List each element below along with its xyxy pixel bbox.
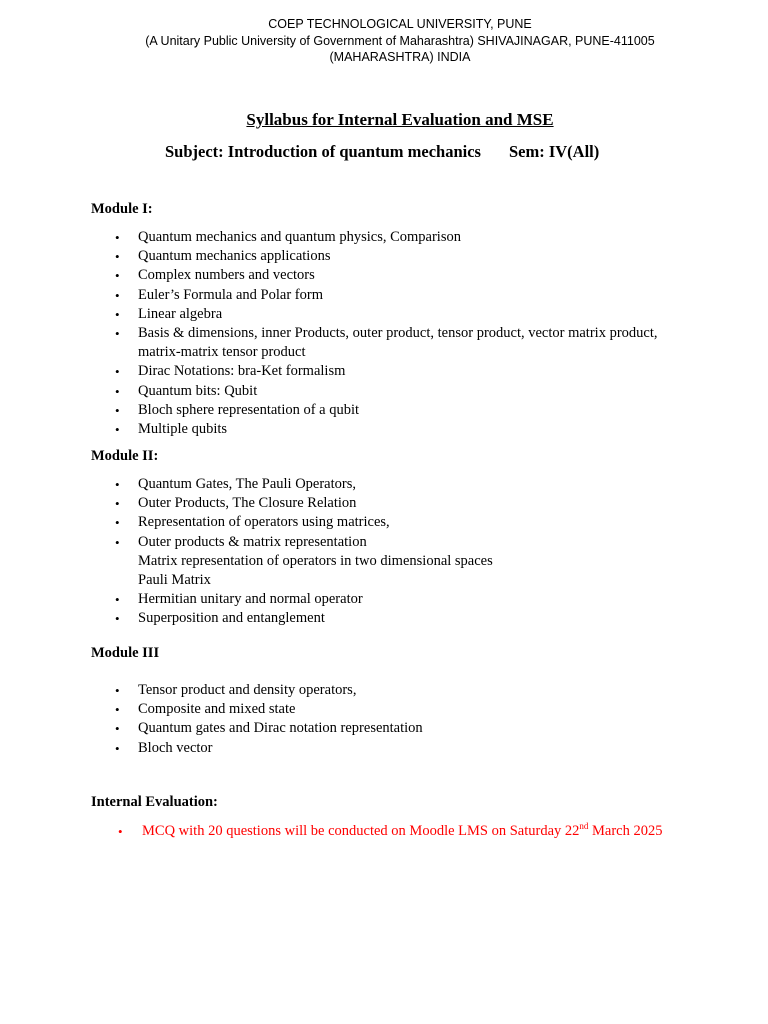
bullet-icon: •: [115, 683, 120, 698]
mcq-note-month: March 2025: [588, 823, 663, 839]
topic-text: Composite and mixed state: [138, 701, 296, 718]
topic-text: Representation of operators using matrices,: [138, 514, 390, 531]
topic-text: Quantum mechanics applications: [138, 248, 331, 265]
topic-text: Bloch sphere representation of a qubit: [138, 401, 360, 418]
topic-text: Bloch vector: [138, 739, 213, 756]
bullet-icon: •: [115, 496, 120, 512]
document-title-wrap: [0, 110, 768, 130]
topic-text: Euler’s Formula and Polar form: [138, 286, 323, 303]
topic-text: Pauli Matrix: [138, 572, 211, 589]
topic-text: Multiple qubits: [138, 421, 228, 438]
bullet-icon: •: [115, 422, 120, 438]
topic-text: Quantum bits: Qubit: [138, 382, 258, 399]
bullet-icon: •: [115, 477, 120, 492]
topic-text: Quantum Gates, The Pauli Operators,: [138, 476, 356, 492]
bullet-icon: •: [115, 287, 120, 303]
list-item: [0, 286, 768, 305]
topic-text: Matrix representation of operators in two dimensional spaces: [138, 552, 493, 569]
list-item: [0, 266, 768, 285]
list-item: [0, 362, 768, 381]
bullet-icon: •: [115, 515, 120, 531]
list-item: [0, 247, 768, 266]
bullet-icon: •: [115, 721, 120, 737]
bullet-icon: •: [115, 702, 120, 718]
list-item: [0, 382, 768, 401]
list-item: [0, 700, 768, 719]
date-ordinal-superscript: nd: [579, 821, 589, 831]
topic-text: Hermitian unitary and normal operator: [138, 591, 363, 608]
module-3-topic-list: [0, 681, 768, 758]
list-item: [0, 739, 768, 758]
university-name: COEP TECHNOLOGICAL UNIVERSITY, PUNE: [268, 17, 532, 31]
topic-text: Quantum mechanics and quantum physics, Comparison: [138, 229, 461, 245]
topic-text: Tensor product and density operators,: [138, 682, 357, 698]
subject-line: [165, 142, 599, 162]
topic-text: Outer products & matrix representation: [138, 533, 367, 550]
bullet-icon: •: [115, 326, 120, 342]
bullet-icon: •: [115, 230, 120, 245]
topic-text: Outer Products, The Closure Relation: [138, 495, 357, 512]
university-location: (MAHARASHTRA) INDIA: [329, 50, 471, 64]
mcq-note-text: MCQ with 20 questions will be conducted on Moodle LMS on Saturday 22: [142, 823, 580, 839]
topic-text: Linear algebra: [138, 305, 223, 322]
list-item: [0, 401, 768, 420]
bullet-icon: •: [118, 824, 123, 839]
module-1-heading: Module I:: [91, 201, 153, 217]
document-title: Syllabus for Internal Evaluation and MSE: [246, 110, 554, 129]
list-item: [0, 533, 768, 591]
list-item: [0, 590, 768, 609]
semester-label: Sem: IV(All): [508, 142, 600, 161]
topic-text: Complex numbers and vectors: [138, 267, 315, 284]
list-item: [0, 719, 768, 738]
mcq-note: [142, 823, 662, 839]
bullet-icon: •: [115, 592, 120, 608]
topic-text: Basis & dimensions, inner Products, outer product, tensor product, vector matrix product,: [138, 325, 658, 342]
list-item: [0, 305, 768, 324]
subject-label: Subject: Introduction of quantum mechanics: [165, 142, 481, 161]
list-item: [0, 609, 768, 628]
list-item: [0, 420, 768, 439]
list-item: [0, 475, 768, 494]
module-2-topic-list: [0, 475, 768, 629]
university-header: [0, 16, 768, 66]
list-item: [0, 324, 768, 362]
internal-evaluation-list: [0, 822, 768, 841]
bullet-icon: •: [115, 268, 120, 284]
module-3-heading: Module III: [91, 645, 160, 661]
topic-text: Quantum gates and Dirac notation representation: [138, 720, 423, 737]
module-2-heading: Module II:: [91, 448, 159, 464]
module-1-topic-list: [0, 228, 768, 439]
bullet-icon: •: [115, 306, 120, 322]
list-item: [0, 822, 768, 841]
list-item: [0, 494, 768, 513]
university-description: (A Unitary Public University of Government of Maharashtra) SHIVAJINAGAR, PUNE-411005: [145, 33, 655, 48]
topic-text: Dirac Notations: bra-Ket formalism: [138, 363, 346, 380]
bullet-icon: •: [115, 534, 120, 550]
bullet-icon: •: [115, 402, 120, 418]
list-item: [0, 681, 768, 700]
topic-text: Superposition and entanglement: [138, 610, 325, 627]
bullet-icon: •: [115, 383, 120, 399]
list-item: [0, 228, 768, 247]
bullet-icon: •: [115, 364, 120, 380]
list-item: [0, 513, 768, 532]
internal-evaluation-heading: Internal Evaluation:: [91, 794, 218, 810]
bullet-icon: •: [115, 249, 120, 265]
topic-text: matrix-matrix tensor product: [138, 344, 306, 361]
bullet-icon: •: [115, 611, 120, 627]
bullet-icon: •: [115, 740, 120, 756]
